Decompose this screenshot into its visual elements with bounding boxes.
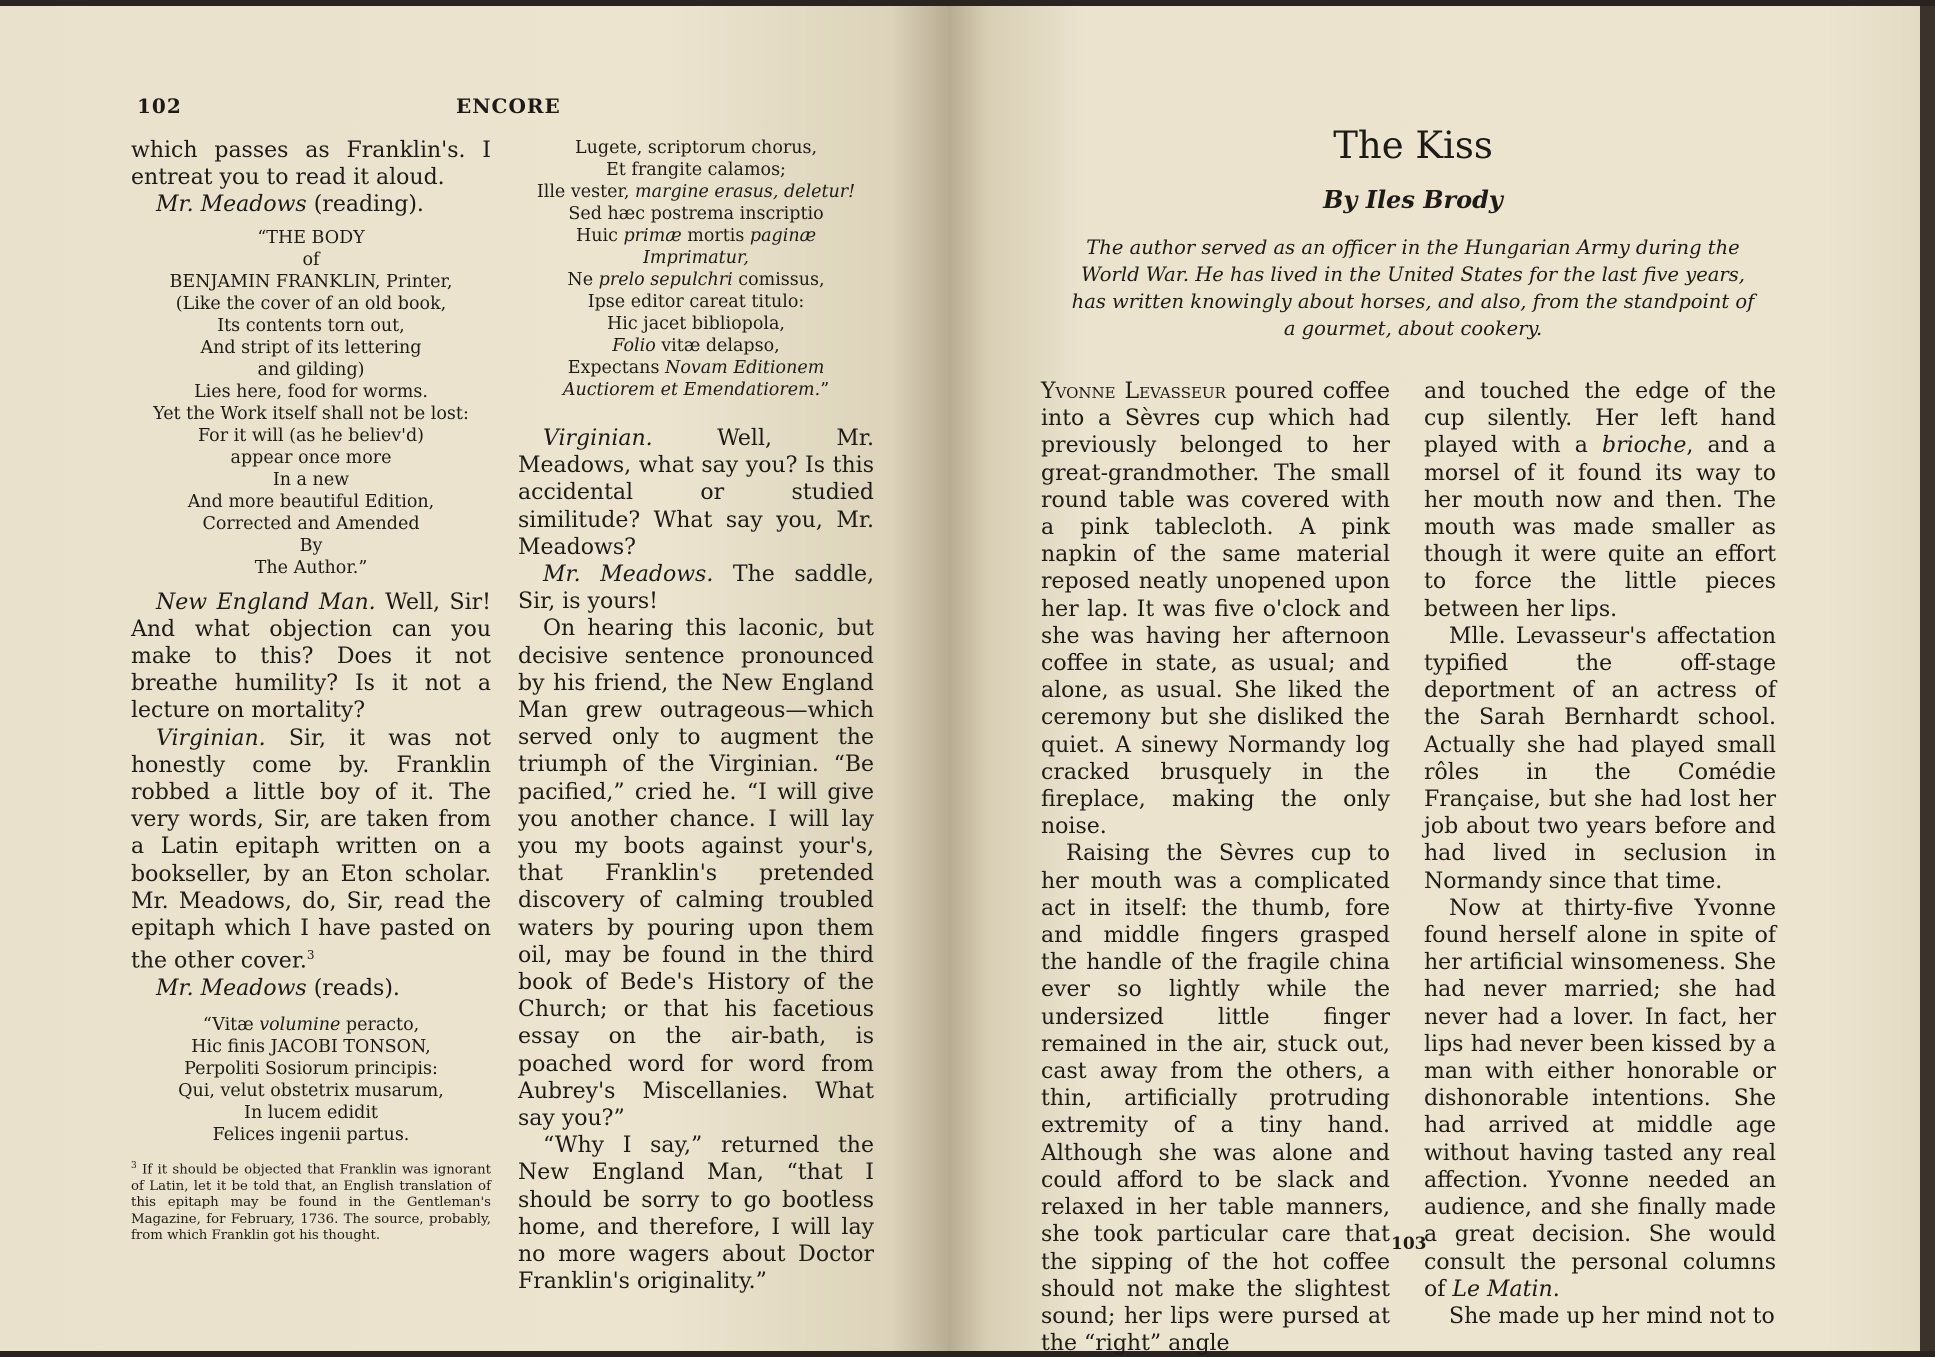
left-page (0, 6, 948, 1351)
verse-line: (Like the cover of an old book, (175, 293, 447, 314)
verse-line: Ille vester, margine erasus, deletur! (536, 182, 856, 202)
paragraph: On hearing this laconic, but decisive sentence pronounced by his friend, the New England Man grew outrageous—which served only to augment the triumph of the Virginian. “Be pacified,” cried he. “I will give you another chance. I will lay you my boots against your's, that Franklin's pretended discovery of calming troubled waters by pouring upon them oil, may be found in the third book of Bede's History of the Church; or that his facetious essay on the air-bath, is poached word for word from Aubrey's Miscellanies. What say you?” (518, 616, 874, 1132)
paragraph: “Why I say,” returned the New England Man, “that I should be sorry to go bootless home, and therefore, I will lay no more wagers about Doctor Franklin's originality.” (518, 1133, 874, 1295)
book-spread (0, 6, 1935, 1357)
speaker-name: Mr. Meadows (156, 975, 307, 1001)
paragraph: Mr. Meadows. The saddle, Sir, is yours! (518, 562, 874, 615)
right-column-1 (1041, 378, 1390, 1357)
verse-line: Corrected and Amended (202, 513, 420, 534)
story-title: The Kiss (1333, 124, 1493, 167)
verse-line: Its contents torn out, (217, 315, 405, 336)
verse-line: Felices ingenii partus. (212, 1124, 410, 1145)
page-number-right: 103 (1391, 1234, 1427, 1254)
latin-epitaph (518, 137, 874, 401)
paragraph: Raising the Sèvres cup to her mouth was a complicated act in itself: the thumb, fore and middle fingers grasped the handle of the fragile china ever so lightly while the undersized little finger remained in the air, stuck out, cast away from the others, a thin, artificially protruding extremity of a tiny hand. Although she was alone and could afford to be slack and relaxed in her table manners, she took particular care that the sipping of the hot coffee should not make the slightest sound; her lips were pursed at the “right” angle (1041, 841, 1390, 1357)
paragraph: Mr. Meadows (reads). (156, 975, 400, 1001)
verse-line: And more beautiful Edition, (187, 491, 435, 512)
left-column-2 (518, 137, 874, 1296)
verse-line: For it will (as he believ'd) (197, 425, 424, 446)
right-page (948, 6, 1920, 1357)
verse-line: Yet the Work itself shall not be lost: (153, 403, 469, 424)
verse-line: In lucem edidit (244, 1102, 378, 1123)
verse-line: Et frangite calamos; (606, 160, 786, 180)
speaker-name: New England Man. (156, 589, 376, 615)
verse-line: Imprimatur, (642, 248, 749, 268)
footnote: $^3$ If it should be objected that Franklin was ignorant of Latin, let it be told that, an English translation of this epitaph may be found in the Gentleman's Magazine, for February, 1736. The source, probably, from which Franklin got his thought. (131, 1160, 491, 1244)
paragraph: Now at thirty-five Yvonne found herself alone in spite of her artificial winsomeness. She had never married; she had never had a lover. In fact, her lips had never been kissed by a man with either honorable or dishonorable intentions. She had arrived at middle age without having tasted any real affection. Yvonne needed an audience, and she finally made a great decision. She would consult the personal columns of Le Matin. (1424, 895, 1776, 1302)
verse-line: In a new (272, 469, 350, 490)
paragraph: Yvonne Levasseur poured coffee into a Sèvres cup which had previously belonged to her great-grandmother. The small round table was covered with a pink tablecloth. A pink napkin of the same material reposed neatly unopened upon her lap. It was five o'clock and she was having her afternoon coffee in state, as usual; and alone, as usual. She liked the ceremony but she disliked the quiet. A sinewy Normandy log cracked brusquely in the fireplace, making the only noise. (1041, 379, 1390, 840)
verse-line: BENJAMIN FRANKLIN, Printer, (169, 271, 453, 292)
verse-line: Hic finis JACOBI TONSON, (191, 1036, 431, 1057)
speaker-name: Virginian. (543, 426, 653, 451)
verse-line: of (302, 249, 320, 270)
paragraph: She made up her mind not to (1449, 1303, 1775, 1329)
verse-line: Expectans Novam Editionem (567, 358, 825, 378)
verse-line: Auctiorem et Emendatiorem.” (562, 380, 830, 400)
verse-line: Huic primæ mortis paginæ (575, 226, 817, 246)
opening-small-caps: Yvonne Levasseur (1041, 379, 1226, 404)
paragraph: Virginian. Well, Mr. Meadows, what say you? Is this accidental or studied similitude? What say you, Mr. Meadows? (518, 426, 874, 560)
book-edge (1920, 6, 1935, 1351)
story-heading (1028, 124, 1798, 342)
paragraph: Mlle. Levasseur's affectation typified the off-stage deportment of an actress of the Sarah Bernhardt school. Actually she had played small rôles in the Comédie Française, but she had lost her job about two years before and had lived in seclusion in Normandy since that time. (1424, 623, 1776, 894)
paragraph: and touched the edge of the cup silently. Her left hand played with a brioche, and a morsel of it found its way to her mouth now and then. The mouth was made smaller as though it were quite an effort to force the little pieces between her lips. (1424, 379, 1776, 622)
page-number-left: 102 (137, 94, 182, 118)
story-byline: By Iles Brody (1323, 185, 1503, 214)
verse-line: and gilding) (257, 359, 365, 380)
franklin-epitaph (131, 227, 491, 579)
tonson-epitaph (131, 1014, 491, 1146)
verse-line: appear once more (230, 447, 392, 468)
verse-line: Lugete, scriptorum chorus, (574, 138, 818, 158)
footnote-reference: 3 (306, 948, 315, 963)
paragraph: which passes as Franklin's. I entreat you to read it aloud. (131, 138, 491, 191)
left-column-1 (131, 137, 491, 1245)
speaker-name: Virginian. (156, 725, 266, 751)
verse-line: Ne prelo sepulchri comissus, (567, 270, 825, 290)
verse-line: Lies here, food for worms. (194, 381, 428, 402)
verse-line: Ipse editor careat titulo: (587, 292, 805, 312)
right-column-2 (1424, 378, 1776, 1330)
verse-line: Hic jacet bibliopola, (607, 314, 785, 334)
paragraph: Virginian. Sir, it was not honestly come by. Franklin robbed a little boy of it. The very words, Sir, are taken from a Latin epitaph written on a bookseller, by an Eton scholar. Mr. Meadows, do, Sir, read the epitaph which I have pasted on the other cover.$^3$ (131, 725, 491, 974)
verse-line: And stript of its lettering (200, 337, 422, 358)
verse-line: Perpoliti Sosiorum principis: (184, 1058, 438, 1079)
speaker-name: Mr. Meadows (156, 192, 307, 218)
verse-line: “THE BODY (257, 227, 365, 248)
verse-line: The Author.” (254, 557, 368, 578)
paragraph: New England Man. Well, Sir! And what objection can you make to this? Does it not breathe humility? Is it not a lecture on mortality? (131, 589, 491, 724)
verse-line: Folio vitæ delapso, (612, 336, 780, 356)
verse-line: Qui, velut obstetrix musarum, (178, 1080, 444, 1101)
running-head: ENCORE (456, 94, 561, 118)
verse-line: Sed hæc postrema inscriptio (568, 204, 824, 224)
paragraph: Mr. Meadows (reading). (156, 192, 424, 218)
verse-line: “Vitæ volumine peracto, (202, 1014, 420, 1035)
speaker-name: Mr. Meadows. (543, 562, 714, 588)
verse-line: By (299, 535, 323, 556)
footnote-number: 3 (131, 1160, 137, 1171)
author-note: The author served as an officer in the Hungarian Army during the World War. He has lived in the United States for the last five years, has written knowingly about horses, and also, from the standpoint of a gourmet, about cookery. (1071, 236, 1755, 340)
